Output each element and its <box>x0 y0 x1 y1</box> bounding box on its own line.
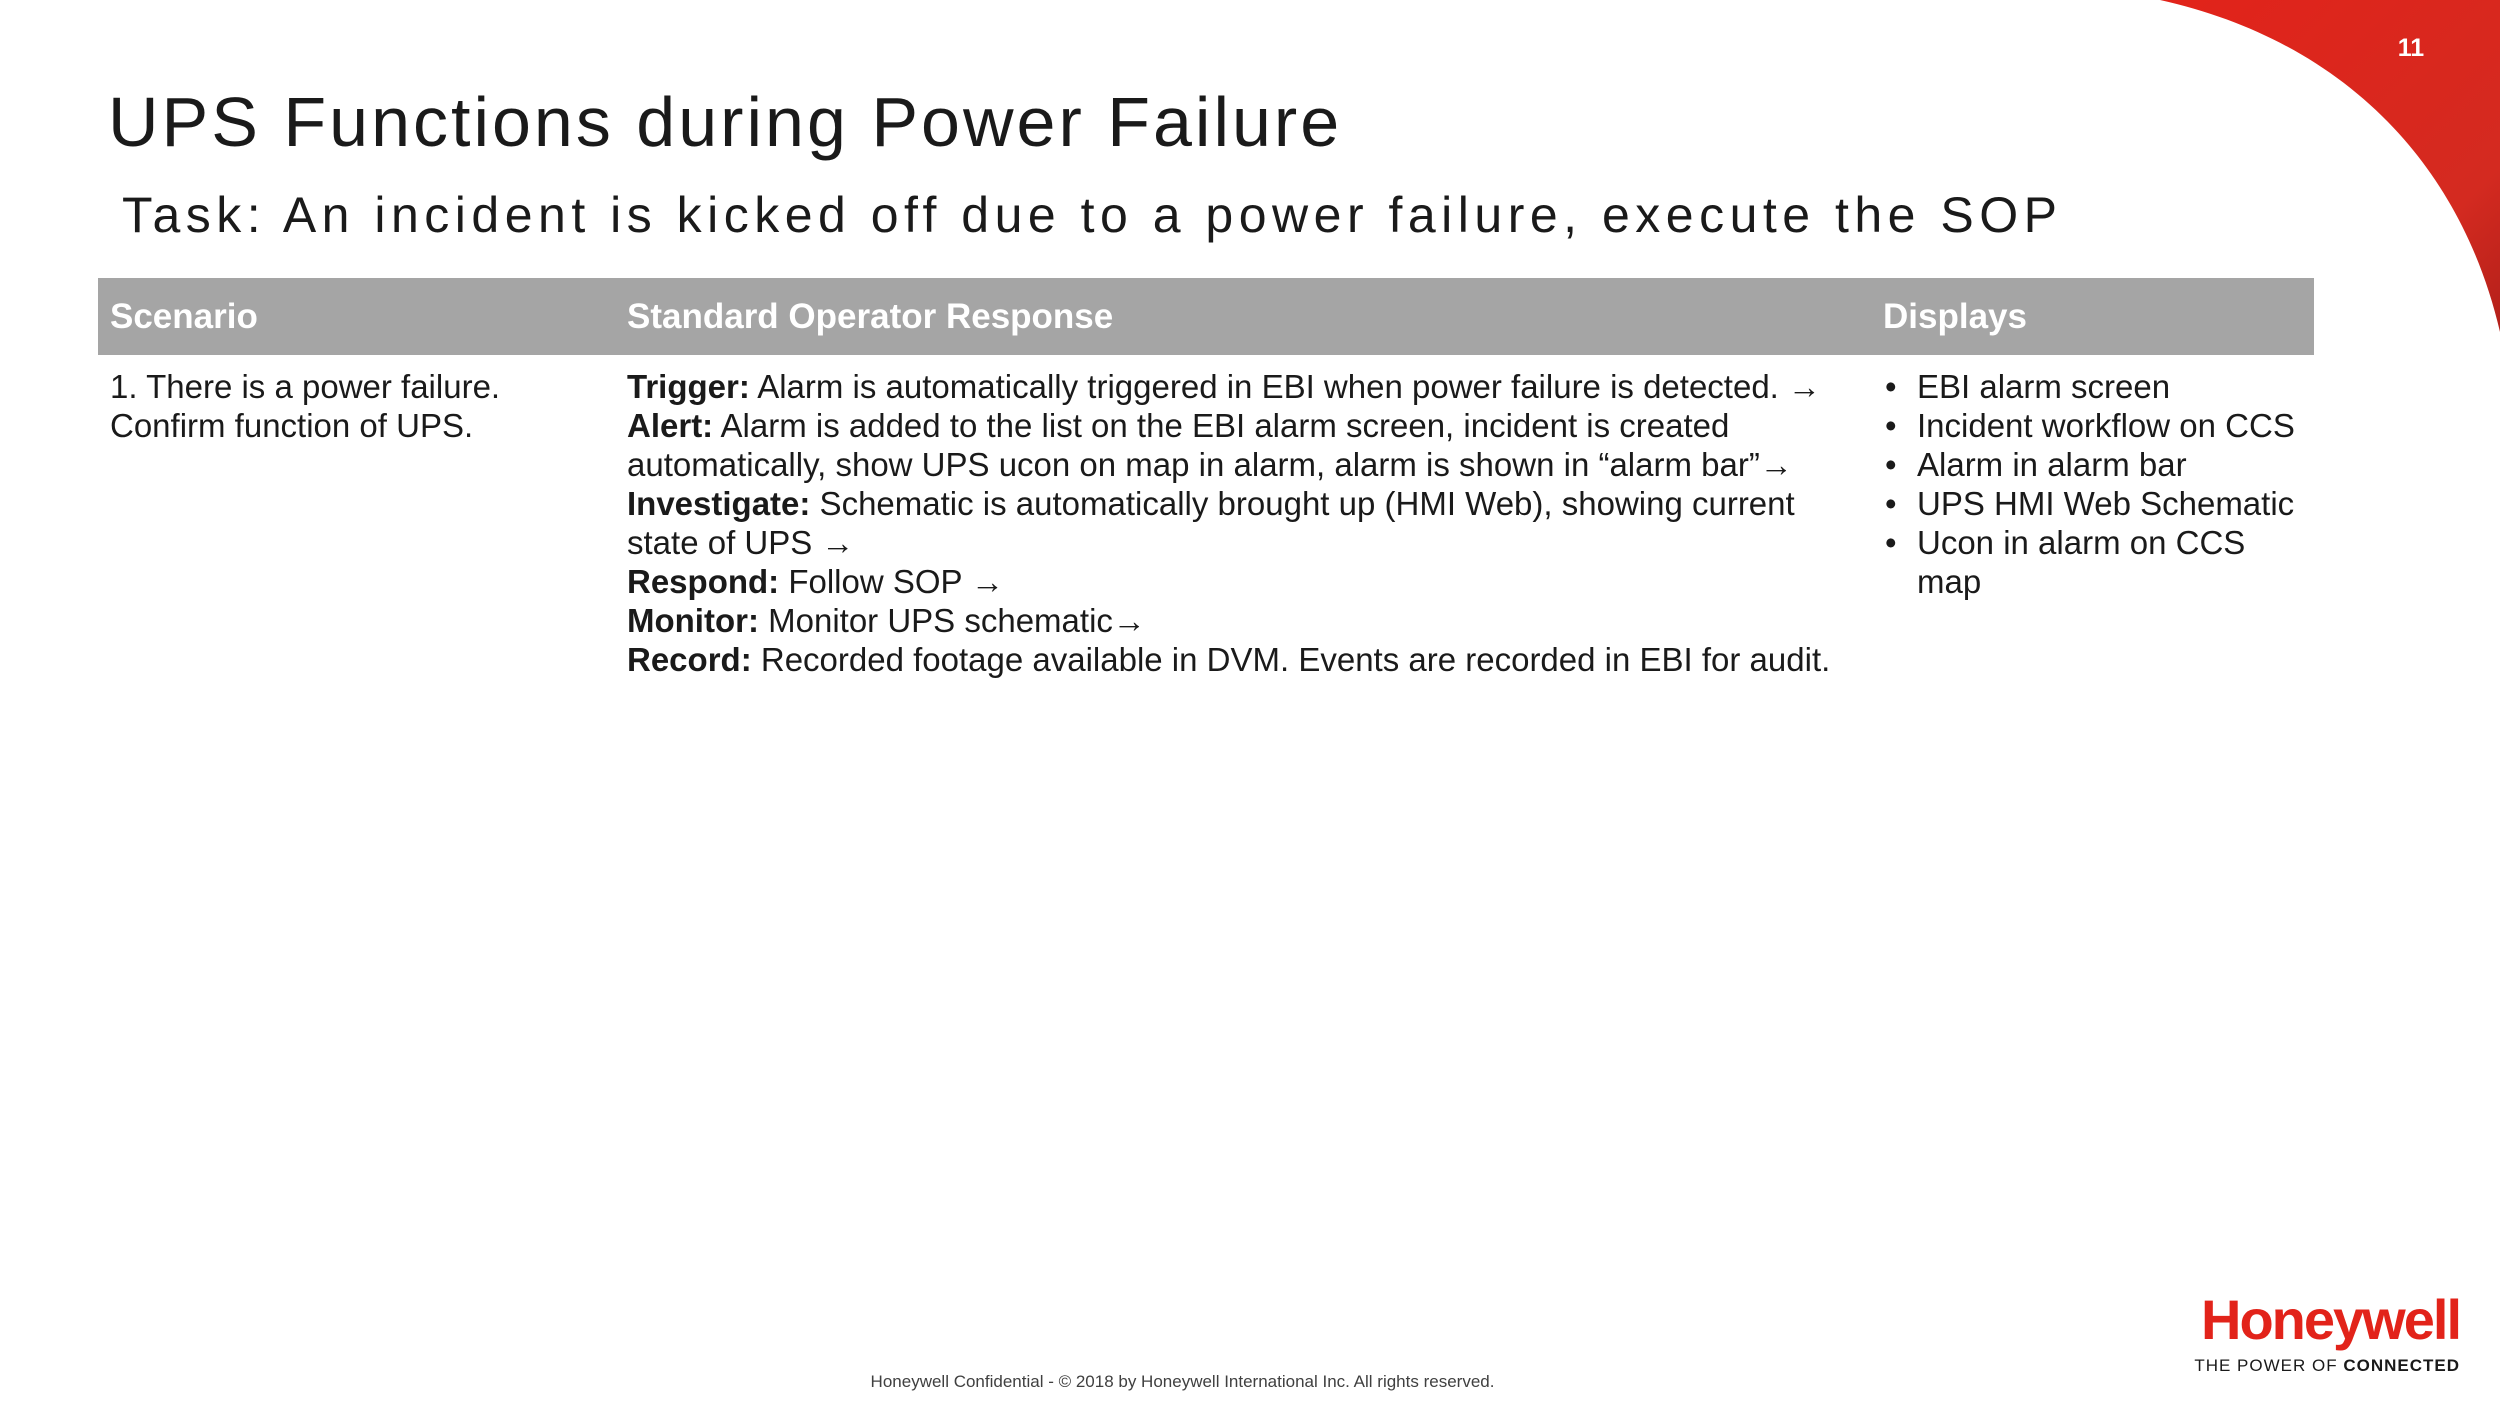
response-step-alert <box>627 406 1859 484</box>
step-text: Monitor UPS schematic→ <box>758 602 1146 639</box>
step-text: Alarm is added to the list on the EBI alarm screen, incident is created automatically, show UPS ucon on map in alarm, alarm is shown in “alarm bar”→ <box>627 407 1793 483</box>
tagline-bold: CONNECTED <box>2343 1356 2460 1375</box>
step-text: Schematic is automatically brought up (HMI Web), showing current state of UPS → <box>627 485 1795 561</box>
scenario-line: 1. There is a power failure. <box>110 368 501 405</box>
sop-table <box>98 278 2314 679</box>
slide-title: UPS Functions during Power Failure <box>108 83 1343 161</box>
honeywell-logo <box>2190 1290 2460 1376</box>
response-step-trigger <box>627 367 1859 406</box>
response-step-record <box>627 640 1859 679</box>
response-cell <box>615 355 1871 679</box>
step-text: Alarm is automatically triggered in EBI when power failure is detected. → <box>749 368 1822 405</box>
list-item: • Alarm in alarm bar <box>1883 445 2302 484</box>
step-label: Respond: <box>627 563 780 600</box>
response-step-respond <box>627 562 1859 601</box>
slide-subtitle: Task: An incident is kicked off due to a power failure, execute the SOP <box>122 187 2063 243</box>
logo-wordmark: Honeywell <box>2201 1288 2460 1351</box>
displays-cell <box>1871 355 2314 679</box>
list-item: • EBI alarm screen <box>1883 367 2302 406</box>
header-response: Standard Operator Response <box>615 278 1871 355</box>
step-text: Recorded footage available in DVM. Events are recorded in EBI for audit. <box>751 641 1831 678</box>
header-displays: Displays <box>1871 278 2314 355</box>
list-item: • Ucon in alarm on CCS map <box>1883 523 2302 601</box>
step-label: Investigate: <box>627 485 811 522</box>
step-label: Monitor: <box>627 602 759 639</box>
table-header-row <box>98 278 2314 355</box>
footer <box>0 1372 2500 1392</box>
step-text: Follow SOP → <box>779 563 1005 600</box>
step-label: Record: <box>627 641 752 678</box>
table-row <box>98 355 2314 679</box>
header-scenario: Scenario <box>98 278 615 355</box>
page-number: 11 <box>2397 34 2425 62</box>
list-item: • Incident workflow on CCS <box>1883 406 2302 445</box>
response-step-monitor <box>627 601 1859 640</box>
displays-list <box>1883 367 2302 601</box>
step-label: Trigger: <box>627 368 750 405</box>
confidentiality-notice: Honeywell Confidential - © 2018 by Honeywell International Inc. All rights reserved. <box>870 1372 1495 1391</box>
scenario-line: Confirm function of UPS. <box>110 407 474 444</box>
list-item: • UPS HMI Web Schematic <box>1883 484 2302 523</box>
logo-tagline <box>2190 1356 2460 1376</box>
response-step-investigate <box>627 484 1859 562</box>
scenario-cell <box>98 355 615 679</box>
tagline-regular: THE POWER OF <box>2194 1356 2344 1375</box>
step-label: Alert: <box>627 407 714 444</box>
